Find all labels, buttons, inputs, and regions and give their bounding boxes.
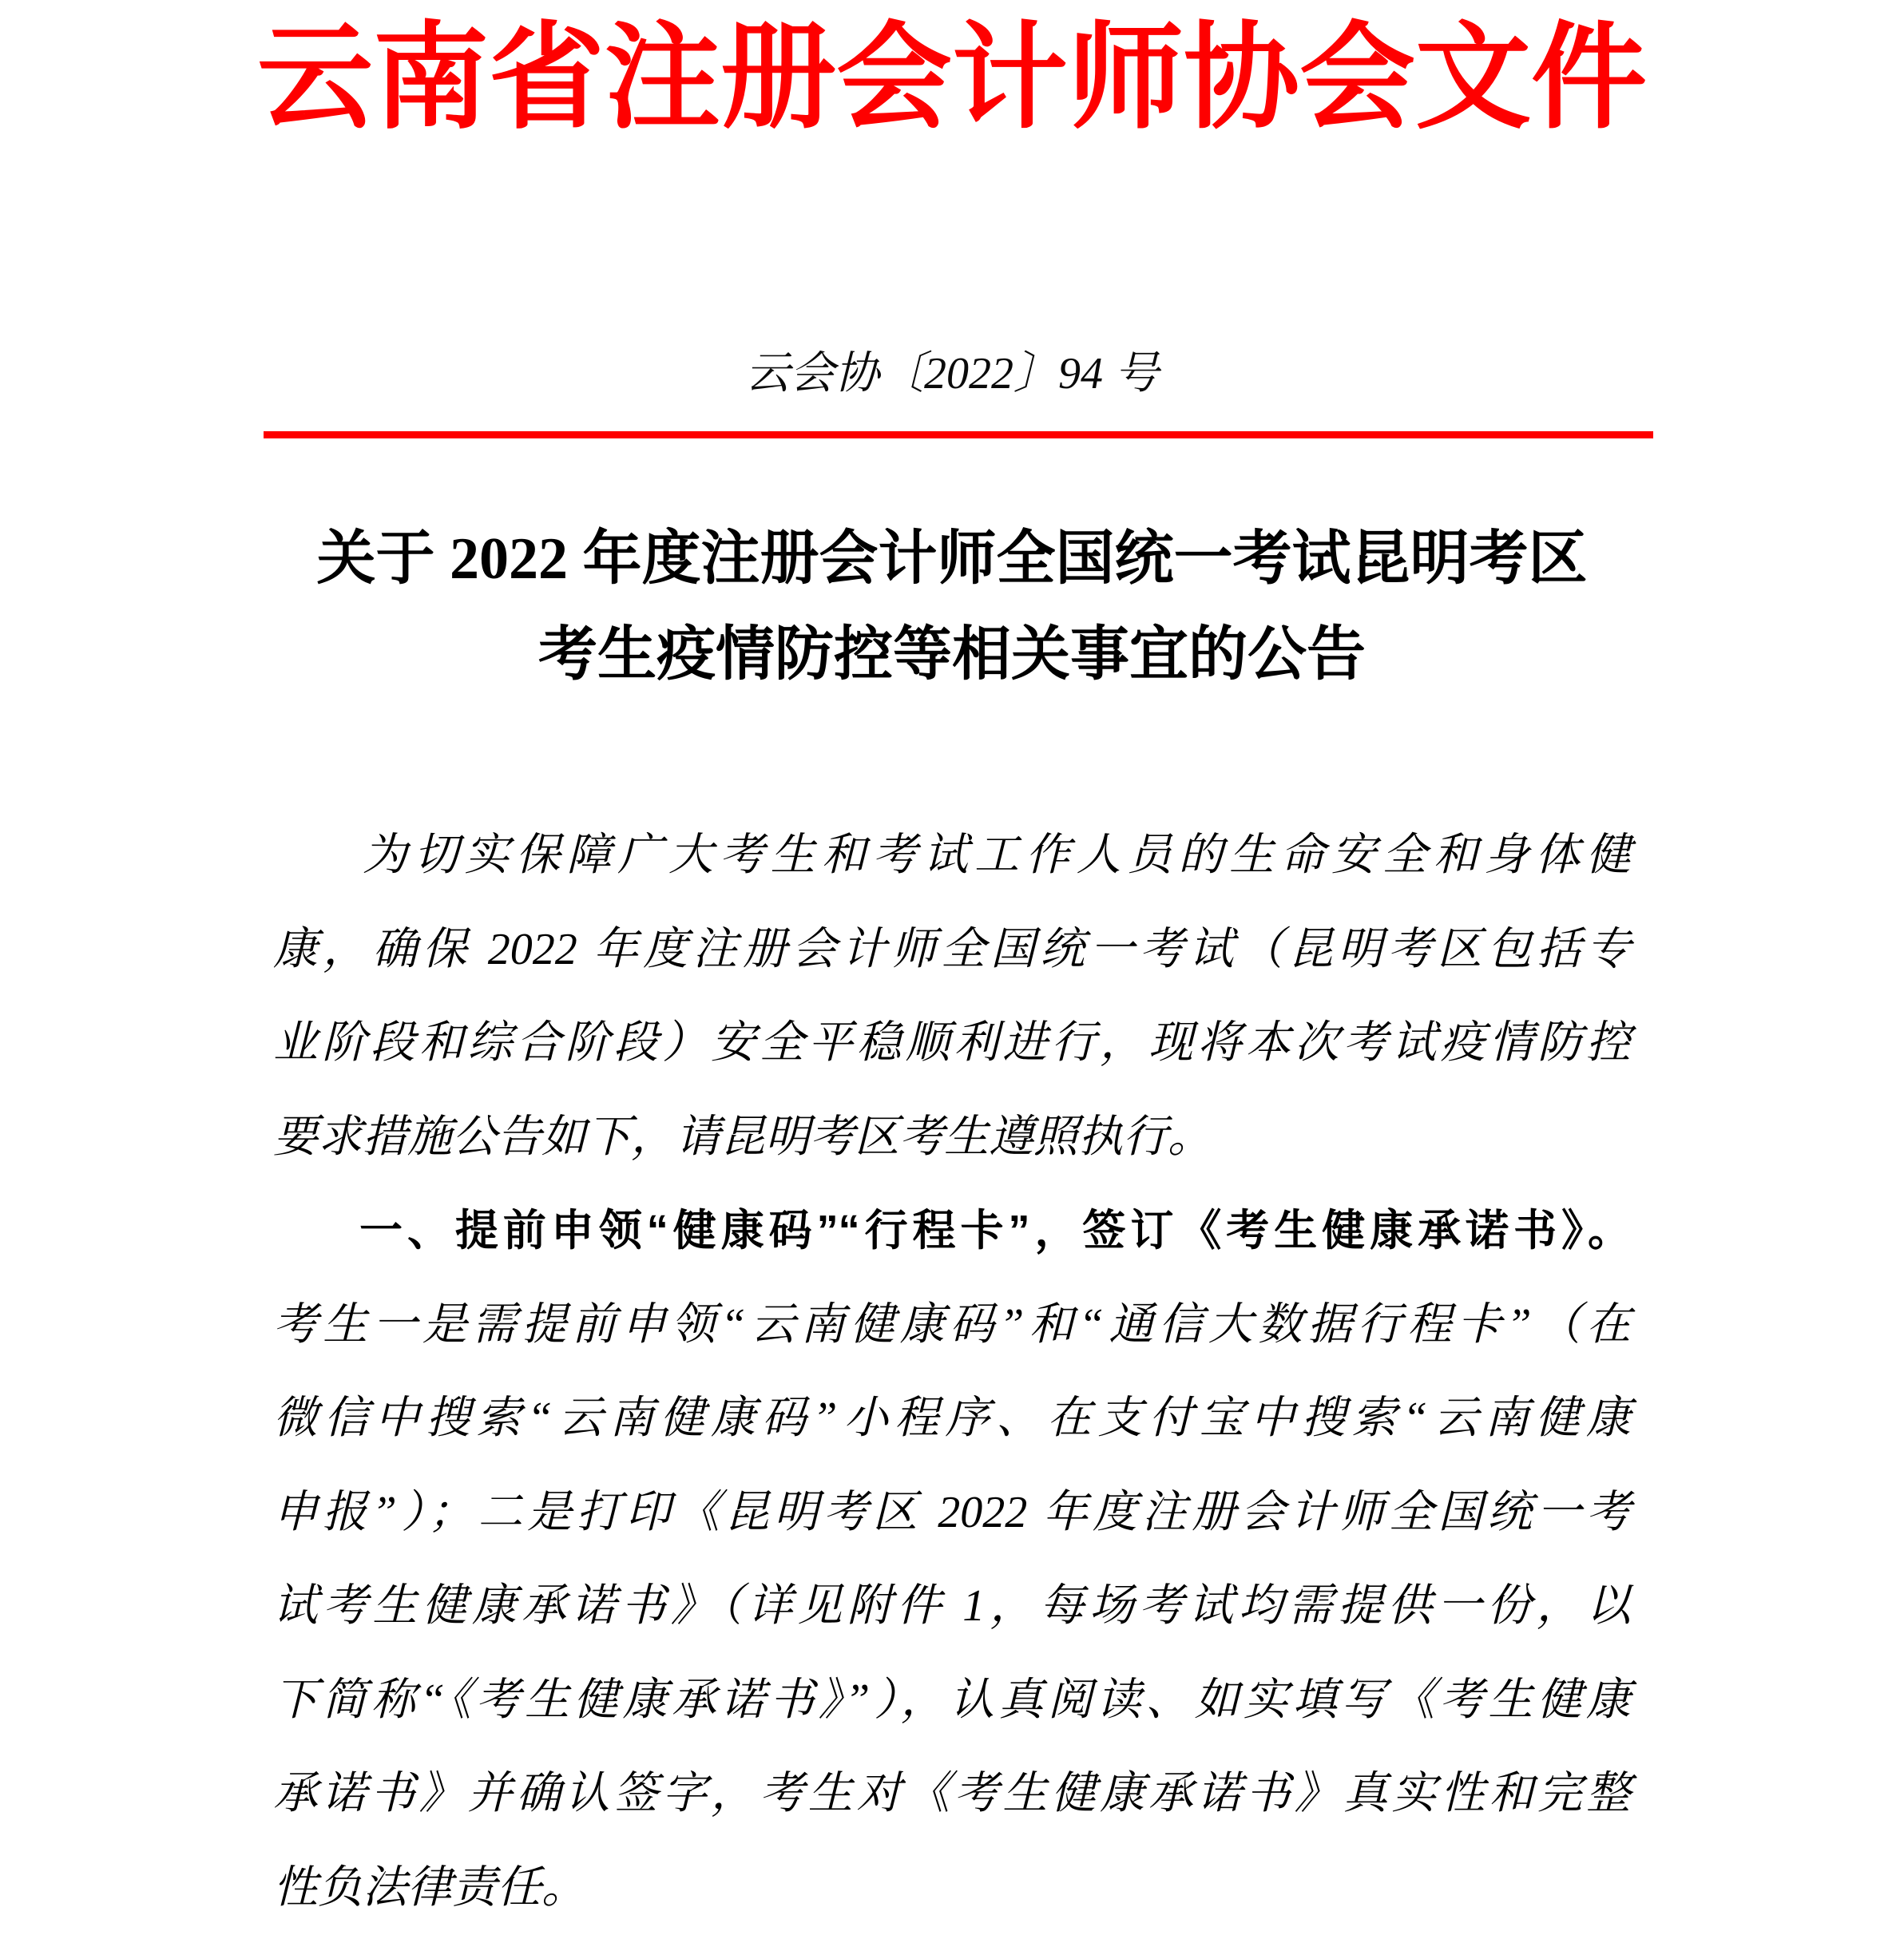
body-line: 要求措施公告如下，请昆明考区考生遵照执行。	[273, 1091, 1631, 1185]
body-line: 为切实保障广大考生和考试工作人员的生命安全和身体健	[273, 809, 1631, 903]
body-line: 试考生健康承诺书》（详见附件 1，每场考试均需提供一份，以	[273, 1560, 1631, 1654]
red-divider-line	[264, 431, 1653, 438]
body-line: 康，确保 2022 年度注册会计师全国统一考试（昆明考区包括专	[273, 903, 1631, 997]
body-line: 业阶段和综合阶段）安全平稳顺利进行，现将本次考试疫情防控	[273, 997, 1631, 1091]
body-line-section-heading: 一、提前申领“健康码”“行程卡”，签订《考生健康承诺书》。	[273, 1184, 1631, 1279]
body-line: 申报”）；二是打印《昆明考区 2022 年度注册会计师全国统一考	[273, 1466, 1631, 1560]
body-line: 下简称“《考生健康承诺书》”），认真阅读、如实填写《考生健康	[273, 1654, 1631, 1748]
document-title	[0, 511, 1904, 703]
document-body	[273, 809, 1631, 1935]
document-title-line1: 关于 2022 年度注册会计师全国统一考试昆明考区	[0, 511, 1904, 607]
letterhead-title: 云南省注册会计师协会文件	[0, 0, 1904, 136]
body-line: 性负法律责任。	[273, 1842, 1631, 1935]
document-title-line2: 考生疫情防控等相关事宜的公告	[0, 607, 1904, 703]
body-line: 考生一是需提前申领“云南健康码”和“通信大数据行程卡”（在	[273, 1279, 1631, 1373]
document-number: 云会协〔2022〕94 号	[0, 346, 1904, 402]
body-line: 微信中搜索“云南健康码”小程序、在支付宝中搜索“云南健康	[273, 1372, 1631, 1466]
body-line: 承诺书》并确认签字，考生对《考生健康承诺书》真实性和完整	[273, 1747, 1631, 1842]
